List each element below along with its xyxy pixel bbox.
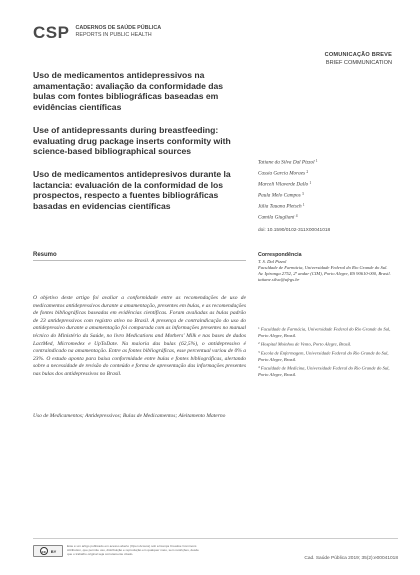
section-label-en: BRIEF COMMUNICATION xyxy=(325,60,392,66)
keywords: Uso de Medicamentos; Antidepressivos; Bulas de Medicamentos; Aleitamento Materno xyxy=(33,413,226,419)
abstract-heading: Resumo xyxy=(33,252,57,258)
correspondence-heading: Correspondência xyxy=(258,252,302,258)
author: Cassia Garcia Moraes $^2$ xyxy=(258,170,309,177)
cc-by-license-icon[interactable] xyxy=(33,545,63,557)
affiliation: $^1$ Faculdade de Farmácia, Universidade Federal do Rio Grande do Sul, Porto Alegre, Brasil. xyxy=(258,326,391,338)
author: Marceli Vilaverde Dallo $^1$ xyxy=(258,181,312,188)
author: Tatiane da Silva Dal Pizzol $^1$ xyxy=(258,159,318,166)
attribution-icon: BY xyxy=(50,548,57,554)
footer-divider xyxy=(33,538,398,539)
affiliation: $^3$ Escola de Enfermagem, Universidade Federal do Rio Grande do Sul, Porto Alegre, Brasil. xyxy=(258,350,389,362)
journal-names xyxy=(75,25,161,39)
author: Paula Melo Campos $^3$ xyxy=(258,192,304,199)
title-english: Use of antidepressants during breastfeeding: evaluating drug package inserts conformity with science-based bibliographical sources xyxy=(33,125,231,156)
affiliations xyxy=(258,325,398,380)
journal-logo: CSP xyxy=(33,22,70,42)
article-section xyxy=(325,51,392,67)
doi-link[interactable]: doi: 10.1590/0102-311X00041018 xyxy=(258,228,331,233)
affiliation: $^2$ Hospital Moinhos de Vento, Porto Alegre, Brasil. xyxy=(258,341,352,347)
title-portuguese: Uso de medicamentos antidepressivos na amamentação: avaliação da conformidade das bulas com fontes bibliográficas baseadas em evidências científicas xyxy=(33,70,224,112)
journal-name-en: REPORTS IN PUBLIC HEALTH xyxy=(75,32,152,38)
affiliation: $^4$ Faculdade de Medicina, Universidade Federal do Rio Grande do Sul, Porto Alegre, Brasil. xyxy=(258,365,390,378)
section-label-pt: COMUNICAÇÃO BREVE xyxy=(324,52,392,58)
journal-citation: Cad. Saúde Pública 2019; 35(2):e00041018 xyxy=(304,556,398,561)
journal-header xyxy=(33,22,161,42)
author: Júlia Tauana Pletsch $^1$ xyxy=(258,203,305,210)
correspondence-email[interactable]: tatiane.silva@ufrgs.br xyxy=(258,277,300,283)
correspondence-address: T. S. Dal Pizzol Faculdade de Farmácia, Universidade Federal do Rio Grande do Sul. Av. Ipiranga 2752, 2º andar (CIM), Porto Alegre, RS 90610-000, Brasil. tatiane.silva@ufrgs.br xyxy=(258,259,398,283)
title-spanish: Uso de medicamentos antidepresivos durante la lactancia: evaluación de la conformidad de los prospectos, respecto a fuentes bibliográficas basadas en evidencias científicas xyxy=(33,169,231,211)
author-list xyxy=(258,157,398,223)
license-text: Este é um artigo publicado em acesso aberto (Open Access) sob a licença Creative Commons Attribution, que permite uso, distribuição e reprodução em qualquer meio, sem restrições, desde que o trabalho original seja corretamente citado. xyxy=(67,544,199,556)
journal-name-pt: CADERNOS DE SAÚDE PÚBLICA xyxy=(75,25,162,31)
abstract-text: O objetivo deste artigo foi avaliar a conformidade entre as recomendações de uso de medicamentos antidepressivos durante a amamentação, presentes em bulas, e as recomendações de fontes bibliográficas baseadas em evidências científicas. Foram avaliadas as bulas padrão de 23 antidepressivos com registro ativo no Brasil. A presença de contraindicação do uso do antidepressivo durante a amamentação foi comparada com as informações presentes no manual técnico do Ministério da Saúde, no livro Medications and Mothers' Milk e nas bases de dados LactMed, Micromedex e UpToDate. Na maioria das bulas (62,5%), o antidepressivo é contraindicado na amamentação. Entre as fontes bibliográficas, esse percentual variou de 0% a 23%. O estudo aponta para baixa conformidade entre bulas e fontes bibliográficas, alertando sobre a necessidade de revisão do conteúdo e forma de apresentação das informações presentes nas bulas dos antidepressivos no Brasil. xyxy=(33,295,246,377)
abstract-divider xyxy=(33,260,246,261)
creative-commons-icon: cc xyxy=(41,548,46,554)
author: Camila Giugliani $^4$ xyxy=(258,214,298,221)
